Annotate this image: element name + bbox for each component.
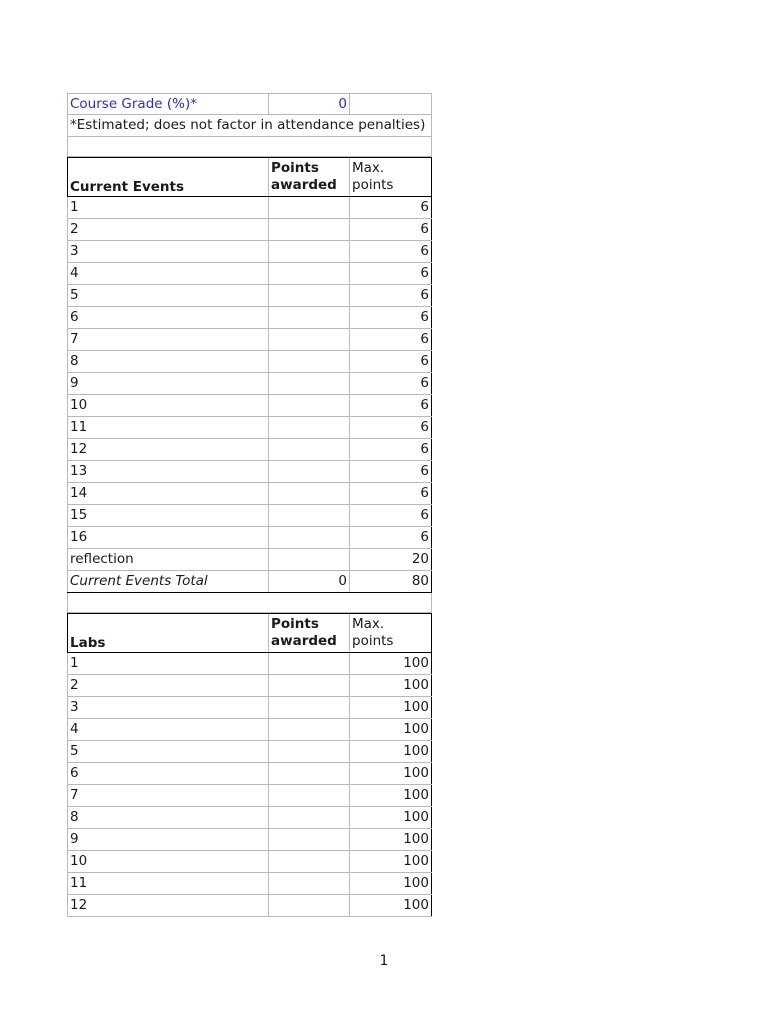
lab-points-cell[interactable] bbox=[269, 873, 350, 894]
current-events-row bbox=[67, 439, 432, 461]
lab-points-cell[interactable] bbox=[269, 785, 350, 806]
lab-points-cell[interactable] bbox=[269, 829, 350, 850]
current-events-points-cell[interactable] bbox=[269, 395, 350, 416]
lab-row bbox=[67, 675, 432, 697]
current-events-max-cell[interactable]: 6 bbox=[350, 241, 432, 262]
current-events-row bbox=[67, 527, 432, 549]
current-events-max-cell[interactable]: 6 bbox=[350, 461, 432, 482]
lab-max-cell[interactable]: 100 bbox=[350, 675, 432, 696]
lab-max-cell[interactable]: 100 bbox=[350, 851, 432, 872]
current-events-row bbox=[67, 373, 432, 395]
lab-item-cell: 10 bbox=[67, 851, 269, 872]
course-grade-value[interactable]: 0 bbox=[269, 94, 350, 114]
current-events-item-cell: 13 bbox=[67, 461, 269, 482]
current-events-points-cell[interactable] bbox=[269, 373, 350, 394]
empty-cell bbox=[67, 137, 432, 156]
current-events-points-cell[interactable] bbox=[269, 549, 350, 570]
current-events-total-row bbox=[67, 571, 432, 593]
lab-max-cell[interactable]: 100 bbox=[350, 895, 432, 916]
current-events-points-cell[interactable] bbox=[269, 285, 350, 306]
lab-points-cell[interactable] bbox=[269, 895, 350, 916]
current-events-heading: Current Events bbox=[67, 158, 269, 196]
current-events-row bbox=[67, 549, 432, 571]
current-events-total-points[interactable]: 0 bbox=[269, 571, 350, 592]
lab-max-cell[interactable]: 100 bbox=[350, 785, 432, 806]
current-events-row bbox=[67, 351, 432, 373]
current-events-item-cell: 1 bbox=[67, 197, 269, 218]
lab-max-cell[interactable]: 100 bbox=[350, 763, 432, 784]
lab-points-cell[interactable] bbox=[269, 719, 350, 740]
lab-max-cell[interactable]: 100 bbox=[350, 719, 432, 740]
current-events-item-cell: 2 bbox=[67, 219, 269, 240]
current-events-max-cell[interactable]: 6 bbox=[350, 505, 432, 526]
lab-item-cell: 1 bbox=[67, 653, 269, 674]
course-grade-row bbox=[67, 93, 432, 115]
current-events-item-cell: 11 bbox=[67, 417, 269, 438]
current-events-row bbox=[67, 461, 432, 483]
lab-points-cell[interactable] bbox=[269, 653, 350, 674]
current-events-header-row bbox=[67, 157, 432, 197]
max-points-header: Max. points bbox=[350, 158, 432, 196]
lab-row bbox=[67, 697, 432, 719]
labs-rows bbox=[67, 653, 432, 917]
current-events-max-cell[interactable]: 6 bbox=[350, 439, 432, 460]
lab-row bbox=[67, 829, 432, 851]
lab-points-cell[interactable] bbox=[269, 697, 350, 718]
page-number: 1 bbox=[379, 953, 389, 969]
labs-header-row bbox=[67, 613, 432, 653]
current-events-item-cell: 7 bbox=[67, 329, 269, 350]
current-events-points-cell[interactable] bbox=[269, 197, 350, 218]
current-events-max-cell[interactable]: 6 bbox=[350, 307, 432, 328]
current-events-max-cell[interactable]: 6 bbox=[350, 329, 432, 350]
gradebook-sheet bbox=[67, 93, 432, 917]
spacer-row bbox=[67, 593, 432, 613]
lab-max-cell[interactable]: 100 bbox=[350, 873, 432, 894]
lab-row bbox=[67, 763, 432, 785]
current-events-max-cell[interactable]: 6 bbox=[350, 483, 432, 504]
current-events-row bbox=[67, 329, 432, 351]
lab-max-cell[interactable]: 100 bbox=[350, 697, 432, 718]
current-events-item-cell: 9 bbox=[67, 373, 269, 394]
lab-row bbox=[67, 719, 432, 741]
course-grade-label: Course Grade (%)* bbox=[67, 94, 269, 114]
current-events-max-cell[interactable]: 6 bbox=[350, 351, 432, 372]
current-events-item-cell: 6 bbox=[67, 307, 269, 328]
lab-max-cell[interactable]: 100 bbox=[350, 653, 432, 674]
current-events-points-cell[interactable] bbox=[269, 241, 350, 262]
current-events-points-cell[interactable] bbox=[269, 329, 350, 350]
lab-item-cell: 7 bbox=[67, 785, 269, 806]
current-events-item-cell: 15 bbox=[67, 505, 269, 526]
max-points-header: Max. points bbox=[350, 614, 432, 652]
lab-row bbox=[67, 873, 432, 895]
current-events-item-cell: 14 bbox=[67, 483, 269, 504]
current-events-max-cell[interactable]: 6 bbox=[350, 263, 432, 284]
lab-points-cell[interactable] bbox=[269, 807, 350, 828]
empty-cell[interactable] bbox=[350, 94, 432, 114]
spacer-row bbox=[67, 137, 432, 157]
lab-item-cell: 8 bbox=[67, 807, 269, 828]
current-events-points-cell[interactable] bbox=[269, 219, 350, 240]
current-events-row bbox=[67, 197, 432, 219]
lab-item-cell: 12 bbox=[67, 895, 269, 916]
lab-max-cell[interactable]: 100 bbox=[350, 807, 432, 828]
lab-points-cell[interactable] bbox=[269, 741, 350, 762]
current-events-max-cell[interactable]: 6 bbox=[350, 197, 432, 218]
current-events-points-cell[interactable] bbox=[269, 461, 350, 482]
current-events-row bbox=[67, 285, 432, 307]
lab-item-cell: 11 bbox=[67, 873, 269, 894]
lab-item-cell: 4 bbox=[67, 719, 269, 740]
current-events-points-cell[interactable] bbox=[269, 527, 350, 548]
current-events-item-cell: 4 bbox=[67, 263, 269, 284]
current-events-row bbox=[67, 241, 432, 263]
lab-max-cell[interactable]: 100 bbox=[350, 741, 432, 762]
lab-max-cell[interactable]: 100 bbox=[350, 829, 432, 850]
points-awarded-header: Points awarded bbox=[269, 614, 350, 652]
current-events-points-cell[interactable] bbox=[269, 505, 350, 526]
current-events-item-cell: 10 bbox=[67, 395, 269, 416]
current-events-row bbox=[67, 395, 432, 417]
lab-row bbox=[67, 851, 432, 873]
points-awarded-header: Points awarded bbox=[269, 158, 350, 196]
current-events-points-cell[interactable] bbox=[269, 439, 350, 460]
current-events-row bbox=[67, 219, 432, 241]
current-events-item-cell: 8 bbox=[67, 351, 269, 372]
current-events-points-cell[interactable] bbox=[269, 417, 350, 438]
current-events-max-cell[interactable]: 6 bbox=[350, 285, 432, 306]
current-events-points-cell[interactable] bbox=[269, 263, 350, 284]
current-events-row bbox=[67, 505, 432, 527]
current-events-points-cell[interactable] bbox=[269, 351, 350, 372]
current-events-row bbox=[67, 417, 432, 439]
current-events-total-max[interactable]: 80 bbox=[350, 571, 432, 592]
empty-cell bbox=[67, 593, 432, 612]
current-events-item-cell: 3 bbox=[67, 241, 269, 262]
current-events-points-cell[interactable] bbox=[269, 483, 350, 504]
current-events-row bbox=[67, 307, 432, 329]
lab-item-cell: 3 bbox=[67, 697, 269, 718]
lab-row bbox=[67, 741, 432, 763]
labs-heading: Labs bbox=[67, 614, 269, 652]
current-events-max-cell[interactable]: 6 bbox=[350, 527, 432, 548]
current-events-max-cell[interactable]: 6 bbox=[350, 417, 432, 438]
lab-points-cell[interactable] bbox=[269, 851, 350, 872]
current-events-item-cell: 12 bbox=[67, 439, 269, 460]
lab-item-cell: 6 bbox=[67, 763, 269, 784]
current-events-max-cell[interactable]: 20 bbox=[350, 549, 432, 570]
lab-item-cell: 2 bbox=[67, 675, 269, 696]
lab-row bbox=[67, 807, 432, 829]
current-events-rows bbox=[67, 197, 432, 571]
lab-row bbox=[67, 785, 432, 807]
lab-row bbox=[67, 895, 432, 917]
lab-row bbox=[67, 653, 432, 675]
current-events-item-cell: reflection bbox=[67, 549, 269, 570]
current-events-row bbox=[67, 483, 432, 505]
current-events-points-cell[interactable] bbox=[269, 307, 350, 328]
course-grade-note-row bbox=[67, 115, 432, 137]
current-events-max-cell[interactable]: 6 bbox=[350, 219, 432, 240]
lab-item-cell: 5 bbox=[67, 741, 269, 762]
lab-item-cell: 9 bbox=[67, 829, 269, 850]
current-events-row bbox=[67, 263, 432, 285]
lab-points-cell[interactable] bbox=[269, 763, 350, 784]
current-events-max-cell[interactable]: 6 bbox=[350, 373, 432, 394]
current-events-item-cell: 5 bbox=[67, 285, 269, 306]
course-grade-note: *Estimated; does not factor in attendance penalties) bbox=[67, 115, 432, 136]
current-events-item-cell: 16 bbox=[67, 527, 269, 548]
current-events-max-cell[interactable]: 6 bbox=[350, 395, 432, 416]
current-events-total-label: Current Events Total bbox=[67, 571, 269, 592]
lab-points-cell[interactable] bbox=[269, 675, 350, 696]
